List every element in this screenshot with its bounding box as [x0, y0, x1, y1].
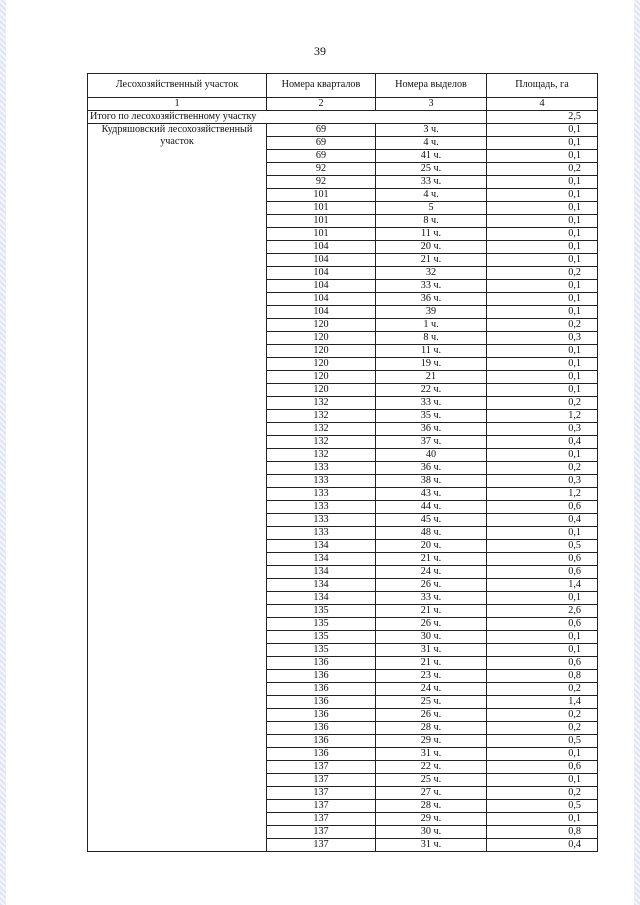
- plot-number-cell: 28 ч.: [376, 800, 487, 813]
- column-number: 4: [487, 98, 598, 111]
- plot-number-cell: 11 ч.: [376, 228, 487, 241]
- quarter-number-cell: 120: [267, 332, 376, 345]
- plot-number-cell: 21 ч.: [376, 657, 487, 670]
- column-numbers-row: [88, 98, 598, 111]
- plot-number-cell: 11 ч.: [376, 345, 487, 358]
- area-cell: 0,2: [487, 683, 598, 696]
- quarter-number-cell: 104: [267, 293, 376, 306]
- quarter-number-cell: 120: [267, 345, 376, 358]
- quarter-number-cell: 69: [267, 150, 376, 163]
- area-cell: 0,2: [487, 319, 598, 332]
- area-cell: 0,1: [487, 345, 598, 358]
- area-cell: 0,4: [487, 436, 598, 449]
- area-cell: 0,1: [487, 150, 598, 163]
- column-number: 2: [267, 98, 376, 111]
- quarter-number-cell: 134: [267, 579, 376, 592]
- quarter-number-cell: 101: [267, 215, 376, 228]
- quarter-number-cell: 133: [267, 527, 376, 540]
- area-cell: 0,1: [487, 592, 598, 605]
- area-cell: 0,2: [487, 397, 598, 410]
- area-cell: 0,5: [487, 735, 598, 748]
- scan-edge-right: [634, 0, 640, 905]
- area-cell: 0,1: [487, 241, 598, 254]
- quarter-number-cell: 134: [267, 566, 376, 579]
- plot-number-cell: 35 ч.: [376, 410, 487, 423]
- plot-number-cell: 41 ч.: [376, 150, 487, 163]
- section-name: Кудряшовский лесохозяйственный участок: [88, 124, 267, 852]
- area-cell: 0,5: [487, 540, 598, 553]
- quarter-number-cell: 136: [267, 735, 376, 748]
- plot-number-cell: 40: [376, 449, 487, 462]
- plot-number-cell: 26 ч.: [376, 709, 487, 722]
- plot-number-cell: 8 ч.: [376, 332, 487, 345]
- quarter-number-cell: 134: [267, 592, 376, 605]
- quarter-number-cell: 104: [267, 254, 376, 267]
- quarter-number-cell: 101: [267, 202, 376, 215]
- header-quarter-numbers: Номера кварталов: [267, 74, 376, 98]
- area-cell: 2,6: [487, 605, 598, 618]
- forest-plots-table: [87, 73, 598, 852]
- quarter-number-cell: 132: [267, 449, 376, 462]
- quarter-number-cell: 136: [267, 696, 376, 709]
- plot-number-cell: 33 ч.: [376, 397, 487, 410]
- area-cell: 0,8: [487, 670, 598, 683]
- area-cell: 1,2: [487, 488, 598, 501]
- header-area: Площадь, га: [487, 74, 598, 98]
- quarter-number-cell: 92: [267, 176, 376, 189]
- area-cell: 1,4: [487, 696, 598, 709]
- scan-edge-left: [0, 0, 6, 905]
- quarter-number-cell: 133: [267, 514, 376, 527]
- quarter-number-cell: 120: [267, 371, 376, 384]
- plot-number-cell: 5: [376, 202, 487, 215]
- plot-number-cell: 21 ч.: [376, 605, 487, 618]
- area-cell: 0,2: [487, 163, 598, 176]
- plot-number-cell: 36 ч.: [376, 293, 487, 306]
- quarter-number-cell: 134: [267, 540, 376, 553]
- area-cell: 0,1: [487, 449, 598, 462]
- quarter-number-cell: 120: [267, 319, 376, 332]
- area-cell: 0,1: [487, 280, 598, 293]
- plot-number-cell: 4 ч.: [376, 137, 487, 150]
- area-cell: 0,2: [487, 787, 598, 800]
- quarter-number-cell: 137: [267, 761, 376, 774]
- quarter-number-cell: 132: [267, 410, 376, 423]
- plot-number-cell: 33 ч.: [376, 280, 487, 293]
- area-cell: 1,2: [487, 410, 598, 423]
- area-cell: 0,1: [487, 293, 598, 306]
- area-cell: 0,3: [487, 332, 598, 345]
- plot-number-cell: 30 ч.: [376, 826, 487, 839]
- area-cell: 0,1: [487, 774, 598, 787]
- quarter-number-cell: 137: [267, 826, 376, 839]
- area-cell: 0,2: [487, 709, 598, 722]
- table-row: [88, 124, 598, 137]
- plot-number-cell: 31 ч.: [376, 839, 487, 852]
- quarter-number-cell: 136: [267, 748, 376, 761]
- area-cell: 0,2: [487, 267, 598, 280]
- area-cell: 0,6: [487, 657, 598, 670]
- area-cell: 0,1: [487, 527, 598, 540]
- area-cell: 0,1: [487, 137, 598, 150]
- plot-number-cell: 21 ч.: [376, 254, 487, 267]
- plot-number-cell: 33 ч.: [376, 592, 487, 605]
- plot-number-cell: 43 ч.: [376, 488, 487, 501]
- quarter-number-cell: 137: [267, 774, 376, 787]
- area-cell: 0,1: [487, 176, 598, 189]
- plot-number-cell: 25 ч.: [376, 696, 487, 709]
- quarter-number-cell: 92: [267, 163, 376, 176]
- plot-number-cell: 19 ч.: [376, 358, 487, 371]
- quarter-number-cell: 101: [267, 228, 376, 241]
- plot-number-cell: 37 ч.: [376, 436, 487, 449]
- quarter-number-cell: 134: [267, 553, 376, 566]
- plot-number-cell: 48 ч.: [376, 527, 487, 540]
- area-cell: 0,3: [487, 475, 598, 488]
- area-cell: 0,1: [487, 124, 598, 137]
- area-cell: 0,6: [487, 553, 598, 566]
- quarter-number-cell: 137: [267, 800, 376, 813]
- quarter-number-cell: 120: [267, 384, 376, 397]
- page-number: 39: [314, 44, 326, 58]
- quarter-number-cell: 135: [267, 605, 376, 618]
- quarter-number-cell: 101: [267, 189, 376, 202]
- quarter-number-cell: 120: [267, 358, 376, 371]
- plot-number-cell: 24 ч.: [376, 566, 487, 579]
- plot-number-cell: 44 ч.: [376, 501, 487, 514]
- area-cell: 0,1: [487, 202, 598, 215]
- subtotal-area: 2,5: [487, 111, 598, 124]
- plot-number-cell: 20 ч.: [376, 540, 487, 553]
- plot-number-cell: 22 ч.: [376, 384, 487, 397]
- quarter-number-cell: 137: [267, 839, 376, 852]
- quarter-number-cell: 136: [267, 657, 376, 670]
- header-plot-numbers: Номера выделов: [376, 74, 487, 98]
- plot-number-cell: 30 ч.: [376, 631, 487, 644]
- plot-number-cell: 29 ч.: [376, 813, 487, 826]
- plot-number-cell: 39: [376, 306, 487, 319]
- area-cell: 0,1: [487, 371, 598, 384]
- quarter-number-cell: 135: [267, 644, 376, 657]
- plot-number-cell: 38 ч.: [376, 475, 487, 488]
- table-header-row: [88, 74, 598, 98]
- plot-number-cell: 33 ч.: [376, 176, 487, 189]
- plot-number-cell: 45 ч.: [376, 514, 487, 527]
- area-cell: 0,6: [487, 761, 598, 774]
- area-cell: 0,1: [487, 254, 598, 267]
- plot-number-cell: 25 ч.: [376, 163, 487, 176]
- quarter-number-cell: 69: [267, 137, 376, 150]
- quarter-number-cell: 137: [267, 813, 376, 826]
- plot-number-cell: 8 ч.: [376, 215, 487, 228]
- area-cell: 0,1: [487, 189, 598, 202]
- plot-number-cell: 3 ч.: [376, 124, 487, 137]
- subtotal-label: Итого по лесохозяйственному участку: [88, 111, 487, 124]
- quarter-number-cell: 69: [267, 124, 376, 137]
- column-number: 1: [88, 98, 267, 111]
- quarter-number-cell: 132: [267, 397, 376, 410]
- area-cell: 0,1: [487, 358, 598, 371]
- quarter-number-cell: 133: [267, 501, 376, 514]
- column-number: 3: [376, 98, 487, 111]
- quarter-number-cell: 132: [267, 436, 376, 449]
- area-cell: 0,1: [487, 813, 598, 826]
- area-cell: 0,1: [487, 228, 598, 241]
- quarter-number-cell: 137: [267, 787, 376, 800]
- area-cell: 0,6: [487, 566, 598, 579]
- area-cell: 0,6: [487, 618, 598, 631]
- area-cell: 0,1: [487, 631, 598, 644]
- quarter-number-cell: 135: [267, 618, 376, 631]
- plot-number-cell: 29 ч.: [376, 735, 487, 748]
- quarter-number-cell: 136: [267, 670, 376, 683]
- plot-number-cell: 21 ч.: [376, 553, 487, 566]
- area-cell: 0,2: [487, 722, 598, 735]
- plot-number-cell: 26 ч.: [376, 618, 487, 631]
- plot-number-cell: 23 ч.: [376, 670, 487, 683]
- plot-number-cell: 36 ч.: [376, 423, 487, 436]
- plot-number-cell: 31 ч.: [376, 748, 487, 761]
- quarter-number-cell: 104: [267, 280, 376, 293]
- plot-number-cell: 31 ч.: [376, 644, 487, 657]
- quarter-number-cell: 133: [267, 462, 376, 475]
- quarter-number-cell: 104: [267, 306, 376, 319]
- quarter-number-cell: 104: [267, 241, 376, 254]
- quarter-number-cell: 132: [267, 423, 376, 436]
- area-cell: 0,4: [487, 839, 598, 852]
- area-cell: 0,1: [487, 306, 598, 319]
- plot-number-cell: 36 ч.: [376, 462, 487, 475]
- plot-number-cell: 27 ч.: [376, 787, 487, 800]
- area-cell: 0,1: [487, 748, 598, 761]
- plot-number-cell: 4 ч.: [376, 189, 487, 202]
- quarter-number-cell: 133: [267, 488, 376, 501]
- area-cell: 0,1: [487, 215, 598, 228]
- quarter-number-cell: 133: [267, 475, 376, 488]
- area-cell: 0,3: [487, 423, 598, 436]
- plot-number-cell: 25 ч.: [376, 774, 487, 787]
- quarter-number-cell: 136: [267, 709, 376, 722]
- plot-number-cell: 21: [376, 371, 487, 384]
- plot-number-cell: 32: [376, 267, 487, 280]
- plot-number-cell: 28 ч.: [376, 722, 487, 735]
- area-cell: 0,6: [487, 501, 598, 514]
- quarter-number-cell: 136: [267, 683, 376, 696]
- quarter-number-cell: 104: [267, 267, 376, 280]
- area-cell: 0,4: [487, 514, 598, 527]
- area-cell: 0,8: [487, 826, 598, 839]
- plot-number-cell: 1 ч.: [376, 319, 487, 332]
- quarter-number-cell: 136: [267, 722, 376, 735]
- area-cell: 0,1: [487, 644, 598, 657]
- quarter-number-cell: 135: [267, 631, 376, 644]
- subtotal-row: [88, 111, 598, 124]
- plot-number-cell: 26 ч.: [376, 579, 487, 592]
- area-cell: 0,1: [487, 384, 598, 397]
- area-cell: 0,5: [487, 800, 598, 813]
- area-cell: 0,2: [487, 462, 598, 475]
- plot-number-cell: 22 ч.: [376, 761, 487, 774]
- plot-number-cell: 20 ч.: [376, 241, 487, 254]
- area-cell: 1,4: [487, 579, 598, 592]
- plot-number-cell: 24 ч.: [376, 683, 487, 696]
- header-forestry-site: Лесохозяйственный участок: [88, 74, 267, 98]
